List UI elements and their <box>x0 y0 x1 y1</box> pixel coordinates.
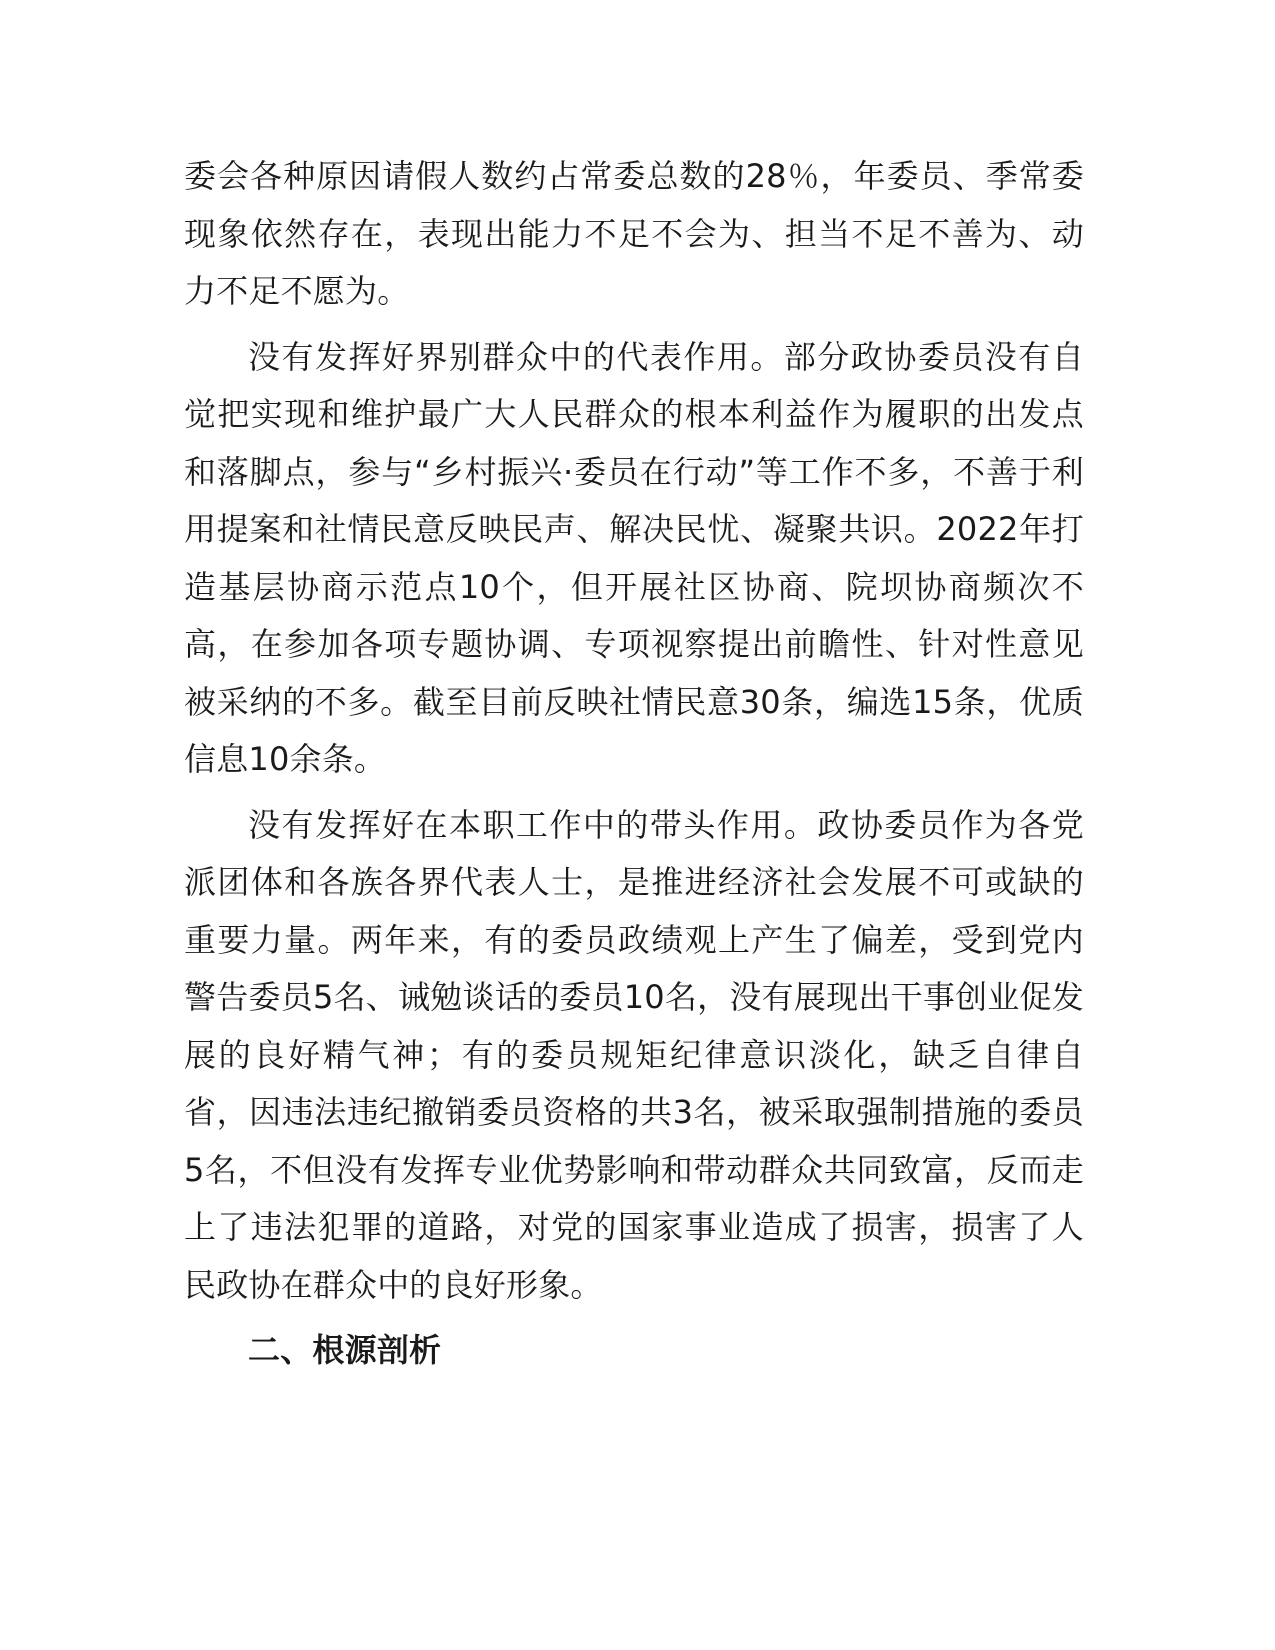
section-heading: 二、根源剖析 <box>248 1331 442 1369</box>
paragraph-leading-role: 没有发挥好在本职工作中的带头作用。政协委员作为各党派团体和各族各界代表人士，是推进经济社会发展不可或缺的重要力量。两年来，有的委员政绩观上产生了偏差，受到党内警告委员5名、诫勉谈话的委员10名，没有展现出干事创业促发展的良好精气神；有的委员规矩纪律意识淡化，缺乏自律自省，因违法违纪撤销委员资格的共3名，被采取强制措施的委员5名，不但没有发挥专业优势影响和带动群众共同致富，反而走上了违法犯罪的道路，对党的国家事业造成了损害，损害了人民政协在群众中的良好形象。 <box>184 805 1084 1304</box>
paragraph-representative-role: 没有发挥好界别群众中的代表作用。部分政协委员没有自觉把实现和维护最广大人民群众的根本利益作为履职的出发点和落脚点，参与“乡村振兴·委员在行动”等工作不多，不善于利用提案和社情民意反映民声、解决民忧、凝聚共识。2022年打造基层协商示范点10个，但开展社区协商、院坝协商频次不高，在参加各项专题协调、专项视察提出前瞻性、针对性意见被采纳的不多。截至目前反映社情民意30条，编选15条，优质信息10余条。 <box>184 337 1084 778</box>
document-page <box>184 148 1084 1380</box>
paragraph-continuation: 委会各种原因请假人数约占常委总数的28％，年委员、季常委现象依然存在，表现出能力不足不会为、担当不足不善为、动力不足不愿为。 <box>184 157 1084 310</box>
